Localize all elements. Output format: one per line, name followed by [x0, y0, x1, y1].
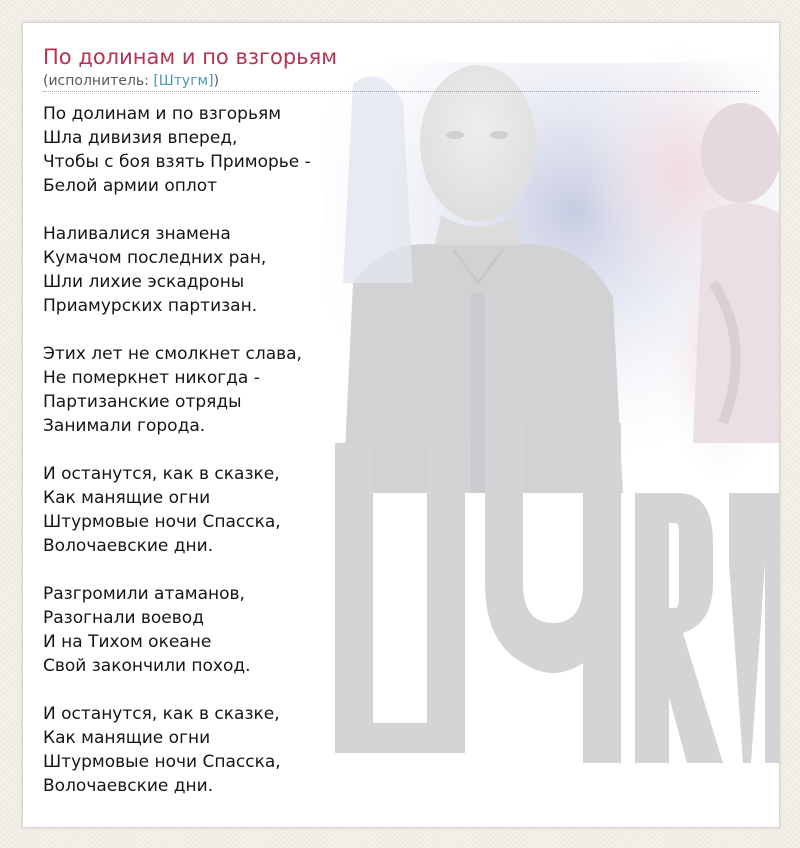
stanza	[43, 342, 759, 438]
lyric-line: Приамурских партизан.	[43, 296, 258, 316]
lyrics-card	[22, 22, 780, 828]
artist-line	[43, 72, 759, 90]
artist-name: Штугм	[158, 73, 209, 89]
artist-link[interactable]	[153, 73, 213, 89]
lyric-line: Как манящие огни	[43, 488, 211, 508]
lyric-line: И останутся, как в сказке,	[43, 464, 280, 484]
artist-bracket-open: [	[153, 73, 159, 89]
lyric-line: Свой закончили поход.	[43, 656, 251, 676]
stanza	[43, 702, 759, 798]
stanza	[43, 462, 759, 558]
title-divider	[43, 91, 759, 92]
lyric-line: Штурмовые ночи Спасска,	[43, 752, 281, 772]
artist-prefix: (исполнитель:	[43, 73, 154, 89]
lyric-line: Не померкнет никогда -	[43, 368, 260, 388]
lyric-line: Партизанские отряды	[43, 392, 242, 412]
lyrics-content	[43, 43, 759, 822]
lyric-line: Волочаевские дни.	[43, 776, 214, 796]
lyric-line: Волочаевские дни.	[43, 536, 214, 556]
artist-suffix: )	[213, 73, 220, 89]
lyric-line: Белой армии оплот	[43, 176, 218, 196]
lyric-line: И останутся, как в сказке,	[43, 704, 280, 724]
lyric-line: И на Тихом океане	[43, 632, 212, 652]
song-title: По долинам и по взгорьям	[43, 45, 338, 69]
lyric-line: Шла дивизия вперед,	[43, 128, 238, 148]
lyric-line: Этих лет не смолкнет слава,	[43, 344, 302, 364]
lyric-line: Кумачом последних ран,	[43, 248, 267, 268]
lyric-line: Как манящие огни	[43, 728, 211, 748]
lyric-line: Наливалися знамена	[43, 224, 231, 244]
lyric-line: Чтобы с боя взять Приморье -	[43, 152, 311, 172]
stanza	[43, 582, 759, 678]
lyric-line: Занимали города.	[43, 416, 206, 436]
lyric-line: Шли лихие эскадроны	[43, 272, 245, 292]
stanza	[43, 222, 759, 318]
lyric-line: Разогнали воевод	[43, 608, 204, 628]
lyric-line: Разгромили атаманов,	[43, 584, 245, 604]
stanza	[43, 102, 759, 198]
lyric-line: Штурмовые ночи Спасска,	[43, 512, 281, 532]
lyric-line: По долинам и по взгорьям	[43, 104, 282, 124]
lyrics-text	[43, 102, 759, 798]
artist-bracket-close: ]	[208, 73, 214, 89]
